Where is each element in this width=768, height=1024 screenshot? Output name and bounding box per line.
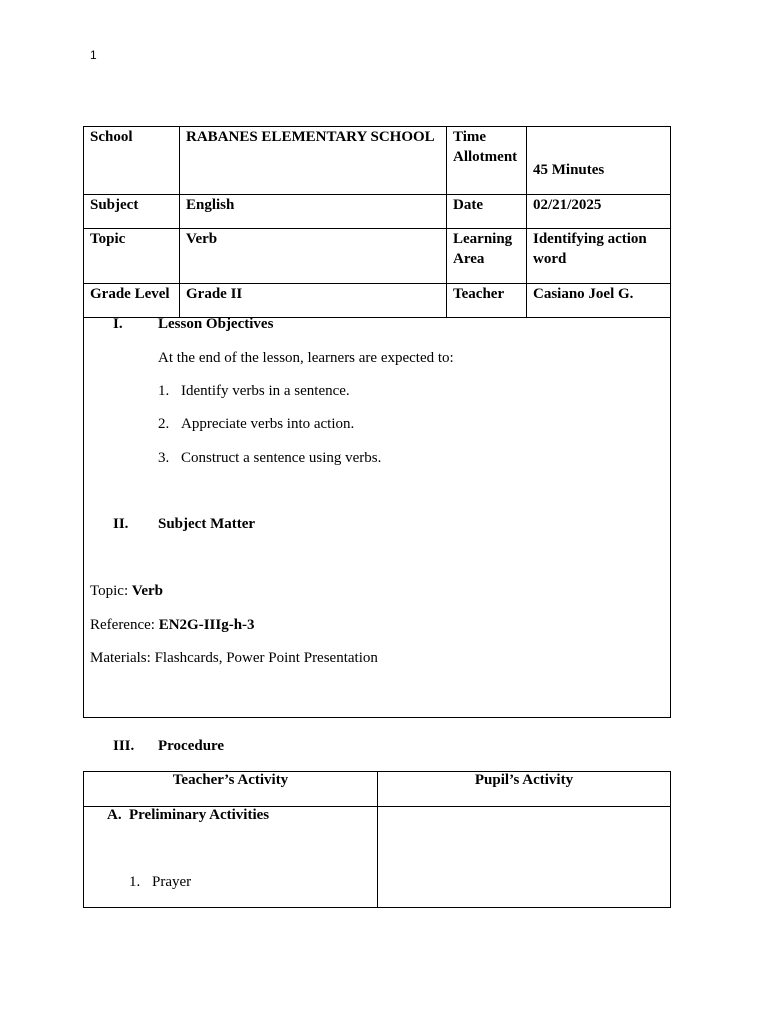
grade-level-label: Grade Level: [84, 284, 180, 318]
school-label: School: [84, 127, 180, 195]
reference-line: Reference: EN2G-IIIg-h-3: [90, 617, 255, 633]
school-value: RABANES ELEMENTARY SCHOOL: [180, 127, 447, 195]
topic-line: Topic: Verb: [90, 583, 163, 599]
table-row: [84, 772, 671, 807]
materials-line: Materials: Flashcards, Power Point Presentation: [90, 650, 378, 666]
column-header-pupil: Pupil’s Activity: [378, 772, 671, 807]
section-numeral: III.: [113, 738, 135, 754]
learning-area-value: Identifying action word: [527, 229, 671, 284]
list-item-number: 1.: [158, 383, 170, 399]
list-item-number: 2.: [158, 416, 170, 432]
section-title: Procedure: [158, 738, 225, 754]
teacher-label: Teacher: [447, 284, 527, 318]
date-label: Date: [447, 195, 527, 229]
table-row: [84, 229, 671, 284]
page-number: 1: [90, 48, 97, 62]
teacher-value: Casiano Joel G.: [527, 284, 671, 318]
list-item-number: 1.: [129, 874, 141, 890]
procedure-table: [83, 771, 671, 908]
table-row: [84, 195, 671, 229]
section-numeral: I.: [113, 316, 123, 332]
subsection-letter: A.: [107, 807, 122, 823]
time-allotment-value: 45 Minutes: [527, 127, 671, 195]
table-row: [84, 284, 671, 318]
table-row: [84, 807, 671, 908]
section-title: Lesson Objectives: [158, 316, 274, 332]
table-row: [84, 127, 671, 195]
teacher-activity-cell: [84, 807, 378, 908]
column-header-teacher: Teacher’s Activity: [84, 772, 378, 807]
objectives-intro: At the end of the lesson, learners are expected to:: [158, 350, 454, 366]
subsection-title: Preliminary Activities: [129, 807, 270, 823]
time-allotment-label: Time Allotment: [447, 127, 527, 195]
list-item-number: 3.: [158, 450, 170, 466]
subject-value: English: [180, 195, 447, 229]
list-item: Construct a sentence using verbs.: [181, 450, 382, 466]
subject-label: Subject: [84, 195, 180, 229]
topic-label: Topic: [84, 229, 180, 284]
section-title: Subject Matter: [158, 516, 256, 532]
pupil-activity-cell: [378, 807, 671, 908]
lesson-info-table: [83, 126, 671, 318]
list-item: Appreciate verbs into action.: [181, 416, 355, 432]
section-numeral: II.: [113, 516, 129, 532]
date-value: 02/21/2025: [527, 195, 671, 229]
learning-area-label: Learning Area: [447, 229, 527, 284]
list-item: Prayer: [152, 874, 192, 890]
list-item: Identify verbs in a sentence.: [181, 383, 350, 399]
grade-level-value: Grade II: [180, 284, 447, 318]
topic-value: Verb: [180, 229, 447, 284]
